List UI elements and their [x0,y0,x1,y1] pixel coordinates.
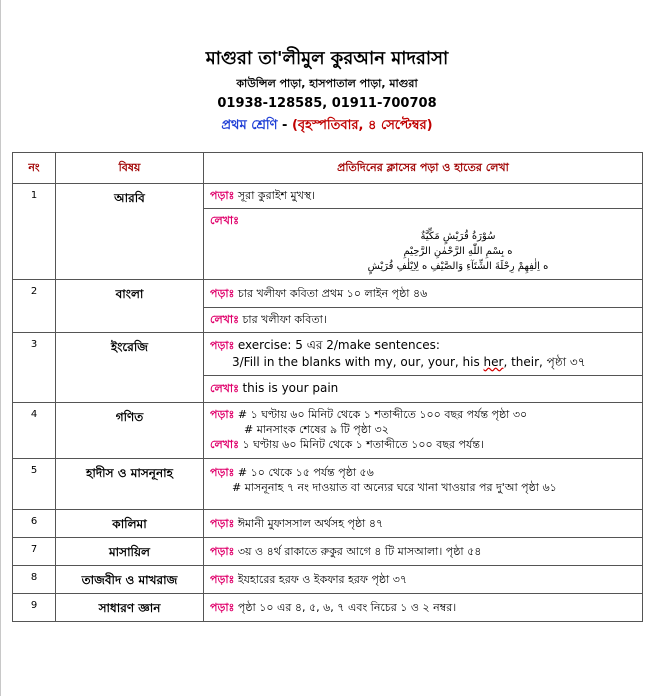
row-number: 3 [13,333,56,403]
pora-line [204,459,642,509]
document-header [0,46,654,135]
row-content [204,184,643,280]
lekha-text: চার খলীফা কবিতা। [242,313,327,326]
pora-text-part: 3/Fill in the blanks with my, our, your, his [232,355,484,369]
pora-line [204,594,642,621]
madrasa-address: কাউন্সিল পাড়া, হাসপাতাল পাড়া, মাগুরা [236,77,418,90]
pora-text [210,355,586,369]
class-routine-table [12,152,643,622]
madrasa-title: মাগুরা তা'লীমুল কুরআন মাদরাসা [205,48,449,69]
row-subject: মাসায়িল [56,538,204,566]
pora-line [204,566,642,593]
row-subject: গণিত [56,403,204,459]
header-subject: বিষয় [56,153,204,184]
class-line [0,117,654,135]
row-content [204,459,643,510]
lekha-label: লেখাঃ [210,313,239,326]
table-row [13,184,643,280]
pora-label: পড়াঃ [210,466,235,479]
row-subject: ইংরেজি [56,333,204,403]
table-row [13,333,643,403]
pora-text: exercise: 5 এর 2/make sentences: [237,338,440,352]
lekha-line [204,375,642,402]
row-number: 6 [13,510,56,538]
arabic-line: سُوْرَةُ قُرَيْشٍ مَكِّيَّةٌ [420,231,496,242]
lekha-label: লেখাঃ [210,438,239,451]
class-separator: - [277,118,292,133]
row-subject: তাজবীদ ও মাখরাজ [56,566,204,594]
pora-text: পৃষ্ঠা ১০ এর ৪, ৫, ৬, ৭ এবং নিচের ১ ও ২ নম্বর। [237,601,457,614]
row-content [204,403,643,459]
table-row [13,538,643,566]
row-subject: সাধারণ জ্ঞান [56,594,204,622]
pora-label: পড়াঃ [210,339,235,352]
lekha-line [204,208,642,279]
pora-text-part: , their, পৃষ্ঠা ৩৭ [503,355,586,369]
pora-label: পড়াঃ [210,287,235,300]
row-content [204,538,643,566]
pora-text: সূরা কুরাইশ মুখস্থ। [237,189,316,202]
row-content [204,594,643,622]
pora-line [204,333,642,375]
table-header-row [13,153,643,184]
pora-text: # মানসাংক শেষের ৯ টি পৃষ্ঠা ৩২ [244,423,389,436]
arabic-line: ﻩ بِسْمِ اللّٰهِ الرَّحْمٰنِ الرَّحِيْمِ [403,246,513,257]
row-subject: বাংলা [56,280,204,333]
lekha-line [204,307,642,332]
row-subject: হাদীস ও মাসনূনাহ [56,459,204,510]
table-row [13,403,643,459]
arabic-line: ﻩ اِلٰفِهِمْ رِحْلَةَ الشِّتَآءِ وَالصَّيْفِ ﻩ لِاِيْلٰفِ قُرَيْشٍ [367,261,549,272]
pora-label: পড়াঃ [210,189,235,202]
row-number: 7 [13,538,56,566]
pora-line [204,510,642,537]
class-date: (বৃহস্পতিবার, ৪ সেপ্টেম্বর) [291,118,433,133]
row-content [204,510,643,538]
pora-line [204,538,642,565]
table-row [13,594,643,622]
pora-line [204,280,642,307]
pora-text: # মাসনূনাহ ৭ নং দাওয়াত বা অন্যের ঘরে খানা খাওয়ার পর দু'আ পৃষ্ঠা ৬১ [232,481,557,494]
pora-label: পড়াঃ [210,408,235,421]
row-content [204,333,643,403]
table-row [13,459,643,510]
lekha-label: লেখাঃ [210,382,239,395]
table-row [13,566,643,594]
madrasa-phone: 01938-128585, 01911-700708 [217,96,437,111]
table-row [13,280,643,333]
row-subject: কালিমা [56,510,204,538]
class-name: প্রথম শ্রেণি [221,118,278,133]
pora-line [204,403,642,458]
pora-text: চার খলীফা কবিতা প্রথম ১০ লাইন পৃষ্ঠা ৪৬ [237,287,428,300]
pora-line [204,184,642,208]
lekha-text: ১ ঘণ্টায় ৬০ মিনিট থেকে ১ শতাব্দীতে ১০০ বছর পর্যন্ত। [242,438,484,451]
pora-text: # ১০ থেকে ১৫ পর্যন্ত পৃষ্ঠা ৫৬ [237,466,374,479]
table-row [13,510,643,538]
pora-text: ইযহারের হরফ ও ইকফার হরফ পৃষ্ঠা ৩৭ [237,573,408,586]
row-content [204,566,643,594]
pora-text: ৩য় ও ৪র্থ রাকাতে রুকুর আগে ৪ টি মাসআলা। পৃষ্ঠা ৫৪ [237,545,482,558]
row-number: 8 [13,566,56,594]
row-number: 4 [13,403,56,459]
spell-flagged-word: her [483,355,504,369]
pora-text: ঈমানী মুফাসসাল অর্থসহ পৃষ্ঠা ৪৭ [237,517,384,530]
row-number: 9 [13,594,56,622]
lekha-text: this is your pain [242,381,339,395]
row-subject: আরবি [56,184,204,280]
row-number: 2 [13,280,56,333]
pora-label: পড়াঃ [210,517,235,530]
pora-label: পড়াঃ [210,545,235,558]
row-content [204,280,643,333]
row-number: 5 [13,459,56,510]
header-content: প্রতিদিনের ক্লাসের পড়া ও হাতের লেখা [204,153,643,184]
pora-text: # ১ ঘণ্টায় ৬০ মিনিট থেকে ১ শতাব্দীতে ১০০ বছর পর্যন্ত পৃষ্ঠা ৩০ [237,408,528,421]
row-number: 1 [13,184,56,280]
header-number: নং [13,153,56,184]
lekha-label: লেখাঃ [210,214,239,227]
pora-label: পড়াঃ [210,573,235,586]
pora-label: পড়াঃ [210,601,235,614]
